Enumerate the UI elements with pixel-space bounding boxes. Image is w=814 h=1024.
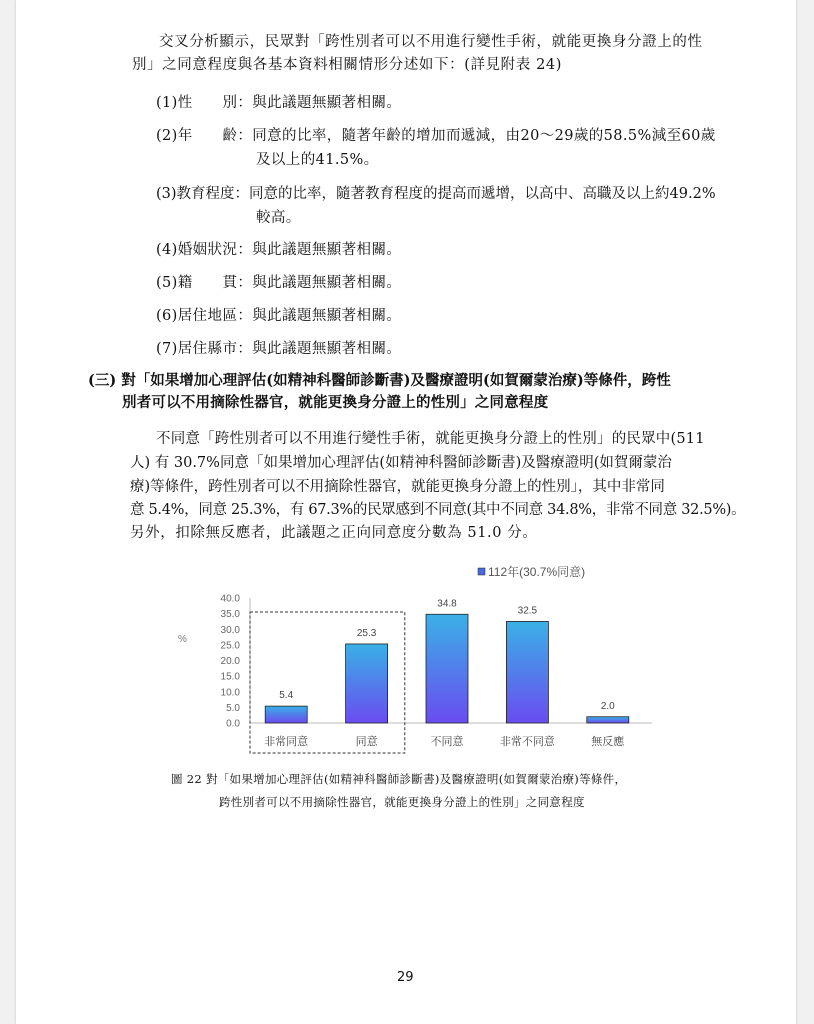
y-ticks <box>221 594 241 730</box>
item-label: (4)婚姻狀況： <box>156 242 253 258</box>
item-gender <box>156 91 401 112</box>
item-text: 與此議題無顯著相關。 <box>252 242 402 258</box>
paragraph-line-2: 人) 有 30.7%同意「如果增加心理評估(如精神科醫師診斷書)及醫療證明(如賀爾蒙治 <box>130 455 672 471</box>
y-tick-label: 20.0 <box>220 656 240 667</box>
item-region <box>156 304 401 325</box>
figure-caption-line-2: 跨性別者可以不用摘除性器官，就能更換身分證上的性別」之同意程度 <box>219 795 585 809</box>
x-category-label: 同意 <box>355 736 378 748</box>
item-label: (3)教育程度： <box>156 186 250 202</box>
item-text: 與此議題無顯著相關。 <box>252 275 402 291</box>
document-page <box>16 0 796 1024</box>
item-text: 同意的比率，隨著教育程度的提高而遞增，以高中、高職及以上約49.2% <box>249 186 716 202</box>
item-text: 與此議題無顯著相關。 <box>252 95 402 111</box>
paragraph-line-1: 不同意「跨性別者可以不用進行變性手術，就能更換身分證上的性別」的民眾中(511 <box>156 431 705 447</box>
bar-value-label: 32.5 <box>517 605 538 617</box>
y-axis-label: % <box>178 634 187 645</box>
item-age <box>156 124 716 145</box>
item-education-cont: 較高。 <box>256 210 301 226</box>
x-category-label: 無反應 <box>591 736 625 748</box>
figure-caption-line-1: 圖 22 對「如果增加心理評估(如精神科醫師診斷書)及醫療證明(如賀爾蒙治療)等條件， <box>171 772 627 786</box>
bar <box>346 644 388 723</box>
legend-label: 112年(30.7%同意) <box>488 565 586 579</box>
item-label: (1)性 別： <box>156 95 253 111</box>
y-tick-label: 35.0 <box>220 609 240 621</box>
y-tick-label: 0.0 <box>226 718 240 730</box>
agreement-bar-chart <box>166 556 666 756</box>
item-marital <box>156 238 401 259</box>
item-label: (7)居住縣市： <box>156 341 253 357</box>
bar-value-label: 34.8 <box>437 598 457 610</box>
item-age-cont: 及以上的41.5%。 <box>256 152 379 168</box>
item-label: (6)居住地區： <box>156 308 253 324</box>
intro-line-1: 交叉分析顯示，民眾對「跨性別者可以不用進行變性手術，就能更換身分證上的性 <box>159 34 703 50</box>
bar <box>587 717 629 723</box>
page-number: 29 <box>397 970 414 985</box>
x-category-label: 不同意 <box>430 736 464 748</box>
bar <box>426 614 468 723</box>
paragraph-line-4: 意 5.4%，同意 25.3%，有 67.3%的民眾感到不同意(其中不同意 34.8%，非常不同意 32.5%)。 <box>130 502 746 518</box>
x-category-label: 非常不同意 <box>499 736 555 748</box>
x-category-label: 非常同意 <box>264 736 309 748</box>
item-text: 同意的比率，隨著年齡的增加而遞減，由20～29歲的58.5%減至60歲 <box>252 128 716 144</box>
y-tick-label: 25.0 <box>220 640 240 652</box>
item-county <box>156 337 401 358</box>
y-tick-label: 30.0 <box>220 624 240 636</box>
legend-swatch <box>478 568 485 575</box>
section-heading-line-1: (三) 對「如果增加心理評估(如精神科醫師診斷書)及醫療證明(如賀爾蒙治療)等條件，跨性 <box>88 372 671 389</box>
item-label: (2)年 齡： <box>156 128 253 144</box>
bars <box>264 598 629 748</box>
item-education <box>156 182 716 203</box>
bar-value-label: 25.3 <box>356 627 377 639</box>
y-tick-label: 15.0 <box>220 671 240 683</box>
bar-value-label: 2.0 <box>600 700 615 712</box>
item-origin <box>156 271 401 292</box>
item-text: 與此議題無顯著相關。 <box>252 308 402 324</box>
y-tick-label: 40.0 <box>220 593 240 605</box>
legend <box>478 564 585 579</box>
y-tick-label: 10.0 <box>220 687 240 699</box>
intro-line-2: 別」之同意程度與各基本資料相關情形分述如下：(詳見附表 24) <box>132 57 562 73</box>
bar <box>265 706 307 723</box>
item-text: 與此議題無顯著相關。 <box>252 341 402 357</box>
paragraph-line-3: 療)等條件，跨性別者可以不用摘除性器官，就能更換身分證上的性別」，其中非常同 <box>130 479 665 495</box>
paragraph-line-5: 另外，扣除無反應者，此議題之正向同意度分數為 51.0 分。 <box>130 525 538 541</box>
item-label: (5)籍 貫： <box>156 275 253 291</box>
bar <box>506 621 548 723</box>
y-tick-label: 5.0 <box>226 702 240 714</box>
bar-value-label: 5.4 <box>279 690 294 702</box>
section-heading-line-2: 別者可以不用摘除性器官，就能更換身分證上的性別」之同意程度 <box>122 394 549 411</box>
